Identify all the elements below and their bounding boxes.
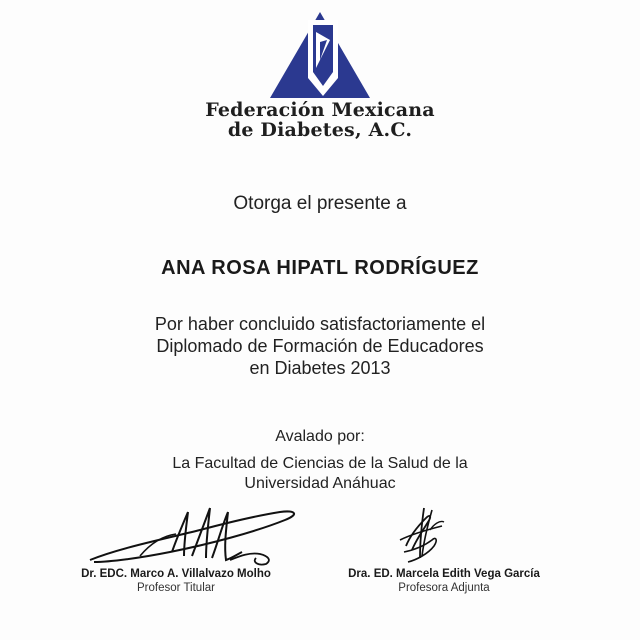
reason-line: Diplomado de Formación de Educadores [156,336,484,356]
organization-name-line1: Federación Mexicana [205,99,435,121]
signatory-name: Dr. EDC. Marco A. Villalvazo Molho [81,568,271,580]
endorsed-by-label: Avalado por: [275,428,365,445]
reason-line: en Diabetes 2013 [249,358,391,378]
recipient-name: ANA ROSA HIPATL RODRÍGUEZ [161,257,479,279]
signature-left-icon [80,500,310,572]
reason-line: Por haber concluido satisfactoriamente el [154,314,486,334]
signatory-title: Profesora Adjunta [398,582,490,594]
signatory-left [36,568,316,594]
signatory-right [304,568,584,594]
endorser-line: Universidad Anáhuac [244,475,396,492]
endorser-line: La Facultad de Ciencias de la Salud de la [172,455,468,472]
signatory-title: Profesor Titular [137,582,215,594]
organization-name-line2: de Diabetes, A.C. [227,119,413,141]
signature-right-icon [386,500,458,572]
signatory-name: Dra. ED. Marcela Edith Vega García [348,568,540,580]
fmd-triangle-logo-icon [268,10,372,100]
certificate-intro: Otorga el presente a [233,193,407,214]
